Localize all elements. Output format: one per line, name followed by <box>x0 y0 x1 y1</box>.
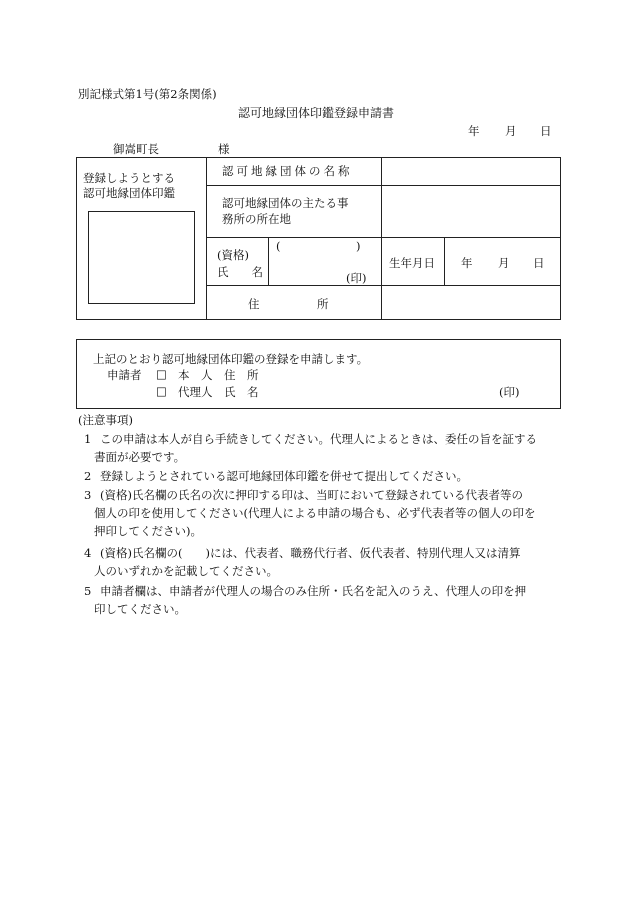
note-text: 書面が必要です。 <box>94 450 186 464</box>
note-text: (資格)氏名欄の( )には、代表者、職務代行者、仮代表者、特別代理人又は清算 <box>100 546 521 560</box>
form-title: 認可地縁団体印鑑登録申請書 <box>238 106 395 120</box>
notes-heading: (注意事項) <box>78 413 133 427</box>
qualification-paren-open: ( <box>276 239 281 253</box>
note-number: 1 <box>84 432 92 446</box>
office-address-label: 認可地縁団体の主たる事 <box>222 196 349 210</box>
seal-label: 登録しようとする <box>83 171 175 185</box>
agent-option-label: 代理人 氏 名 <box>178 385 259 399</box>
note-number: 2 <box>84 469 92 483</box>
date-month-label: 月 <box>505 124 517 138</box>
note-text: (資格)氏名欄の氏名の次に押印する印は、当町において登録されている代表者等の <box>100 488 523 502</box>
office-address-field[interactable] <box>382 186 560 237</box>
addressee-honorific: 様 <box>218 142 230 156</box>
birth-year-label: 年 <box>461 256 473 270</box>
note-text: 申請者欄は、申請者が代理人の場合のみ住所・氏名を記入のうえ、代理人の印を押 <box>100 584 527 598</box>
note-text: この申請は本人が自ら手続きしてください。代理人によるときは、委任の旨を証する <box>100 432 537 446</box>
name-label: 氏 名 <box>217 265 263 279</box>
note-number: 3 <box>84 488 92 502</box>
form-number: 別記様式第1号(第2条関係) <box>78 87 217 101</box>
seal-label: 認可地縁団体印鑑 <box>83 186 175 200</box>
addressee: 御嵩町長 <box>113 142 159 156</box>
applicant-label: 申請者 <box>107 368 142 382</box>
note-text: 登録しようとされている認可地縁団体印鑑を併せて提出してください。 <box>100 469 468 483</box>
birth-day-label: 日 <box>533 256 545 270</box>
declaration-box <box>76 339 561 409</box>
note-item <box>84 467 560 485</box>
table-divider <box>268 237 269 285</box>
note-item <box>84 430 560 466</box>
representative-name-field[interactable] <box>270 238 380 284</box>
address-field[interactable] <box>382 286 560 319</box>
birth-month-label: 月 <box>498 256 510 270</box>
seal-mark: (印) <box>499 385 520 399</box>
seal-mark: (印) <box>346 271 367 285</box>
note-item <box>84 544 560 580</box>
qualification-label: (資格) <box>217 248 249 262</box>
group-name-label: 認可地縁団体の名称 <box>222 164 353 178</box>
note-text: 押印してください)。 <box>94 524 202 538</box>
date-year-label: 年 <box>468 124 480 138</box>
qualification-paren-close: ) <box>356 239 361 253</box>
table-divider <box>206 157 207 320</box>
table-divider <box>444 237 445 285</box>
checkbox-principal[interactable]: □ <box>156 367 167 381</box>
office-address-label: 務所の所在地 <box>222 212 291 226</box>
birthdate-label: 生年月日 <box>389 256 435 270</box>
declaration-text: 上記のとおり認可地縁団体印鑑の登録を申請します。 <box>93 352 369 366</box>
date-day-label: 日 <box>540 124 552 138</box>
note-number: 4 <box>84 546 92 560</box>
note-text: 人のいずれかを記載してください。 <box>94 564 278 578</box>
address-label: 住 所 <box>248 297 329 311</box>
note-number: 5 <box>84 584 92 598</box>
note-item <box>84 486 560 540</box>
note-item <box>84 582 560 618</box>
checkbox-agent[interactable]: □ <box>156 384 167 398</box>
seal-impression-box[interactable] <box>88 211 195 304</box>
note-text: 個人の印を使用してください(代理人による申請の場合も、必ず代表者等の個人の印を <box>94 506 536 520</box>
note-text: 印してください。 <box>94 602 186 616</box>
table-divider <box>206 237 561 238</box>
group-name-field[interactable] <box>382 158 560 185</box>
principal-option-label: 本 人 住 所 <box>178 368 259 382</box>
